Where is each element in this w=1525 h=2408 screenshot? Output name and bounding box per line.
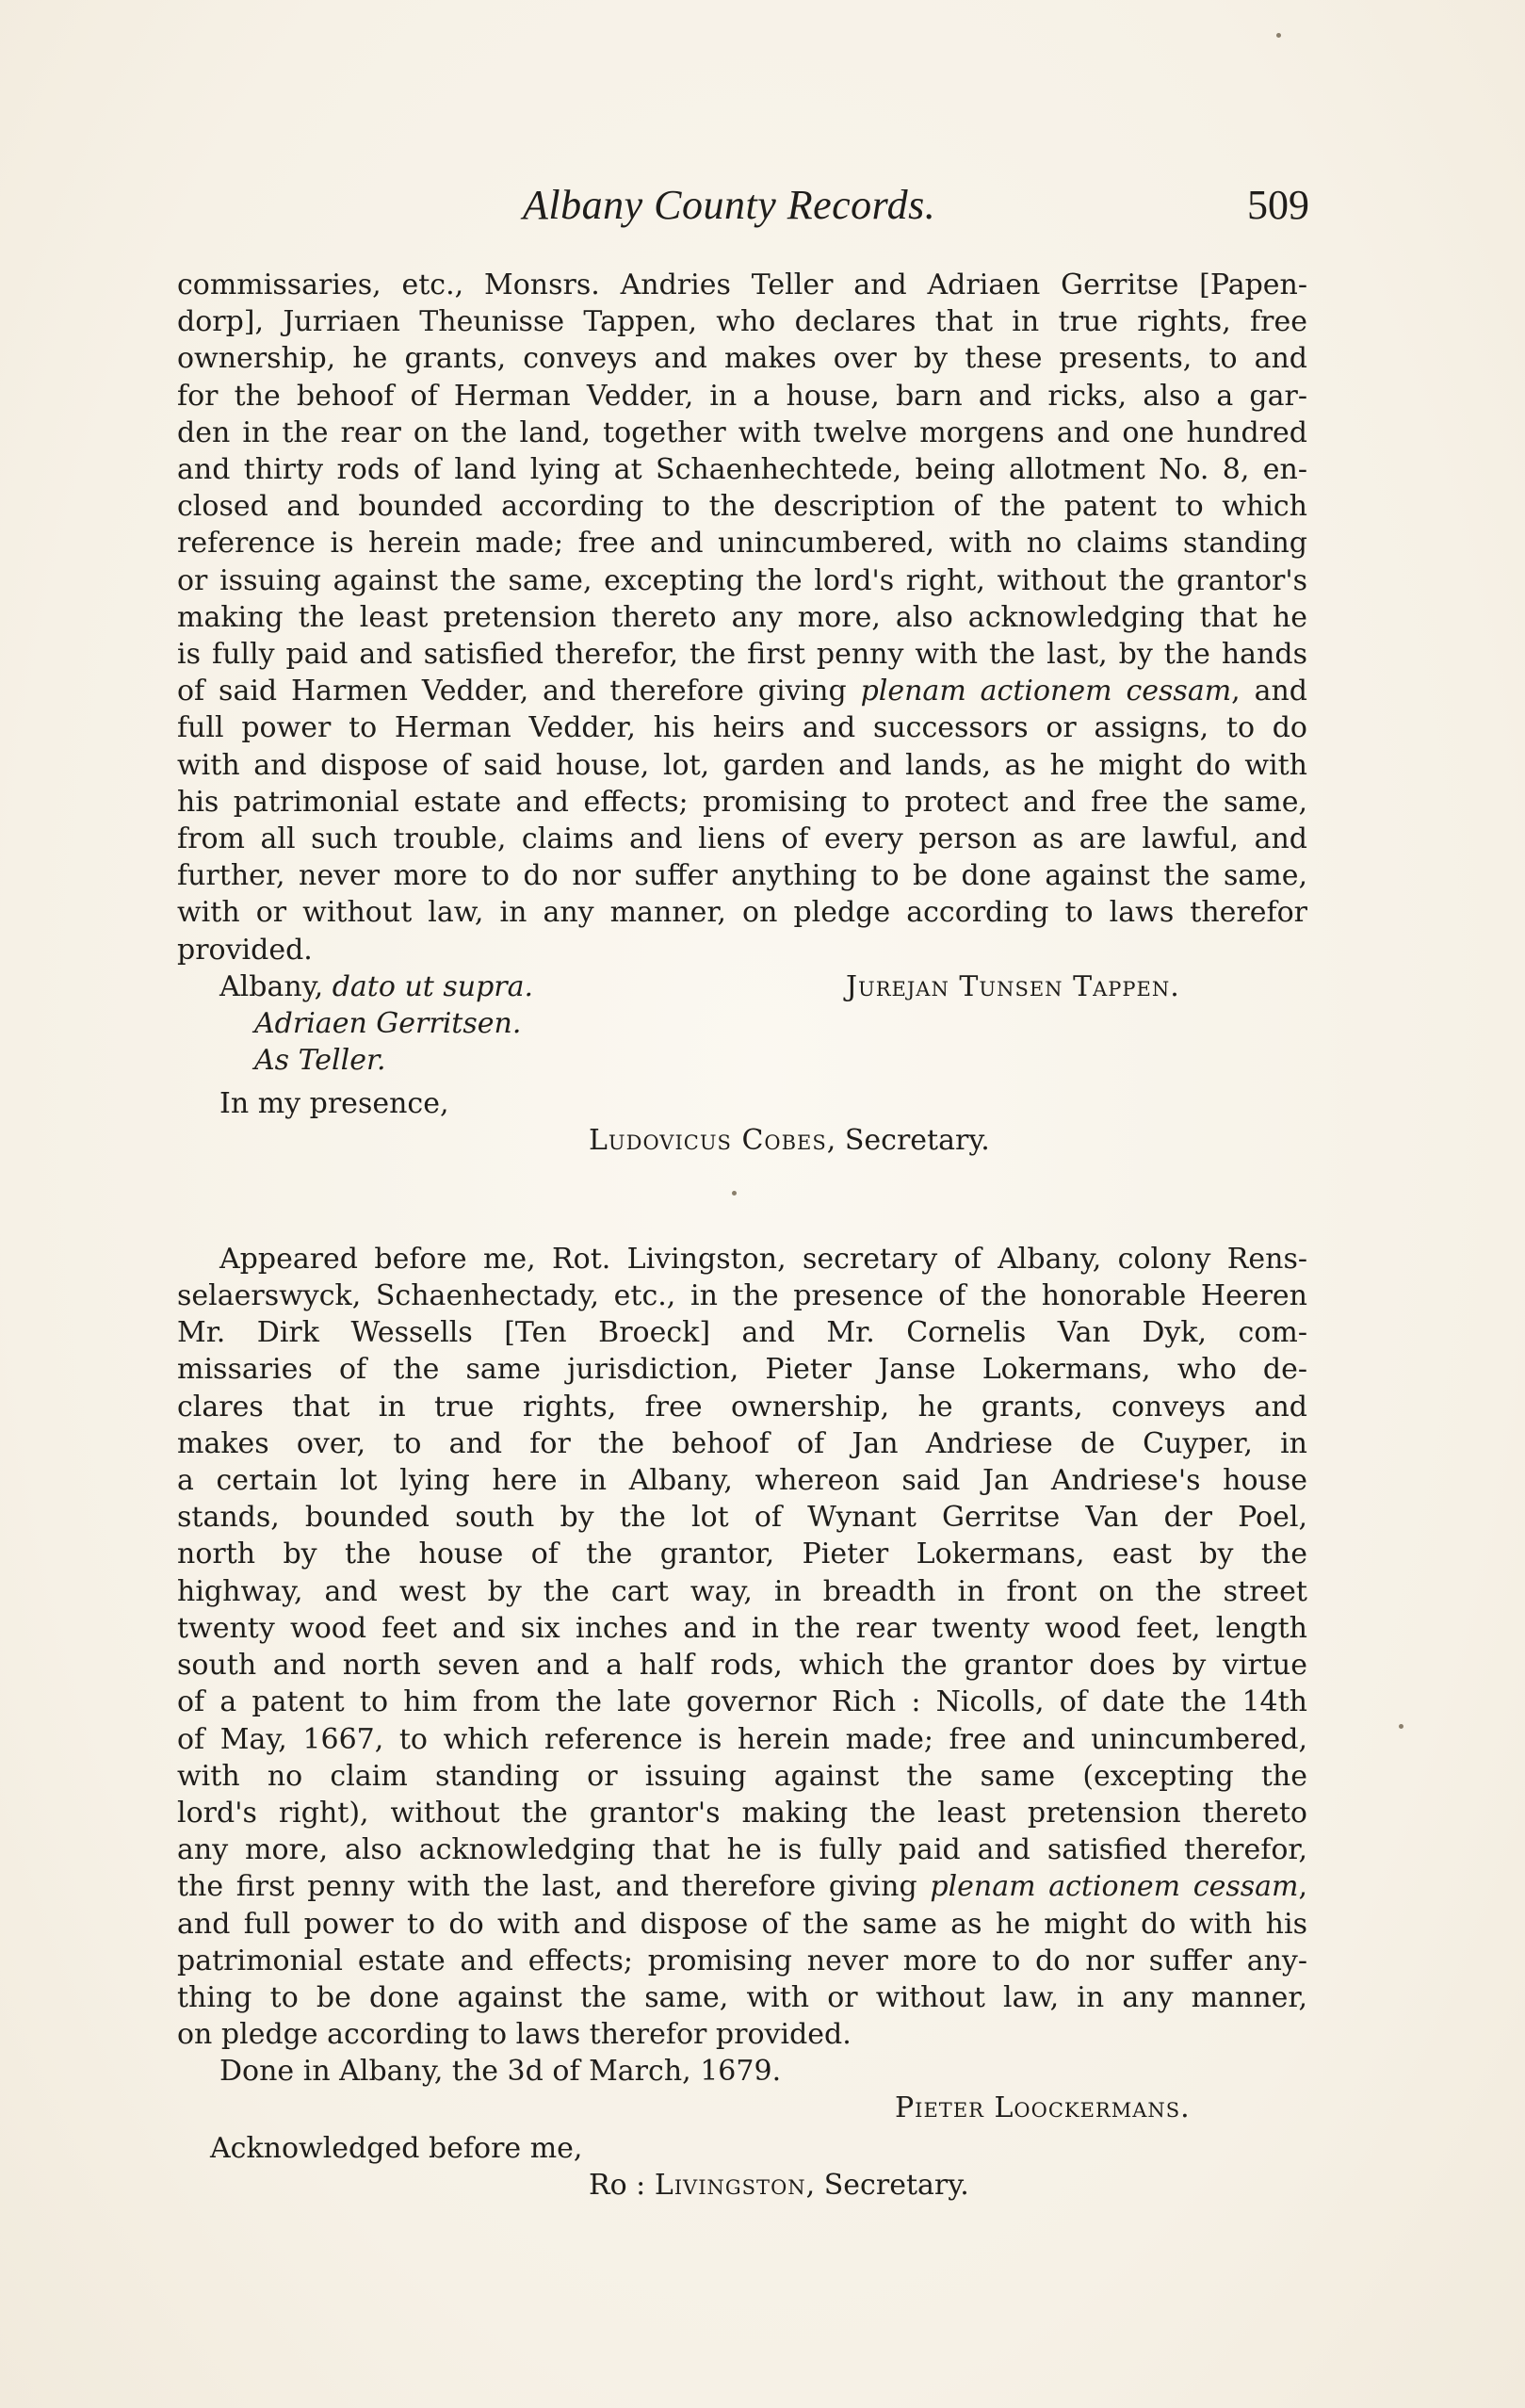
deed-2-paragraph: [177, 1241, 1307, 2053]
text-line: patrimonial estate and effects; promising never more to do nor suffer any-: [177, 1944, 1307, 1977]
witness-signature: Adriaen Gerritsen.: [254, 1006, 522, 1040]
text-line: any more, also acknowledging that he is fully paid and satisfied therefor,: [177, 1833, 1307, 1867]
text-line: highway, and west by the cart way, in breadth in front on the street: [177, 1574, 1307, 1608]
deed-2-signatures: [177, 2053, 1307, 2204]
acknowledged-text: Acknowledged before me,: [210, 2132, 583, 2166]
text-line: with or without law, in any manner, on pledge according to laws therefor: [177, 896, 1307, 930]
text-line: the first penny with the last, and therefore giving plenam actionem cessam,: [177, 1870, 1307, 1904]
text-line: further, never more to do nor suffer anything to be done against the same,: [177, 859, 1307, 893]
text-line: north by the house of the grantor, Pieter Lokermans, east by the: [177, 1538, 1307, 1571]
running-header: [174, 181, 1309, 247]
text-line: reference is herein made; free and unincumbered, with no claims standing: [177, 527, 1307, 561]
text-line: lord's right), without the grantor's making the least pretension thereto: [177, 1796, 1307, 1830]
secretary-signature: Ludovicus Cobes, Secretary.: [589, 1123, 990, 1157]
grantor-signature: Pieter Loockermans.: [895, 2091, 1191, 2125]
text-line: on pledge according to laws therefor provided.: [177, 2018, 852, 2052]
text-line: making the least pretension thereto any more, also acknowledging that he: [177, 600, 1307, 634]
text-line: of a patent to him from the late governor Rich : Nicolls, of date the 14th: [177, 1685, 1307, 1719]
text-line: clares that in true rights, free ownership, he grants, conveys and: [177, 1390, 1307, 1424]
deed-1-signatures: [177, 968, 1307, 1180]
text-line: closed and bounded according to the description of the patent to which: [177, 490, 1307, 524]
text-line: with and dispose of said house, lot, garden and lands, as he might do with: [177, 748, 1307, 782]
text-line: Mr. Dirk Wessells [Ten Broeck] and Mr. Cornelis Van Dyk, com-: [177, 1316, 1307, 1350]
grantor-signature: Jurejan Tunsen Tappen.: [846, 969, 1180, 1003]
presence-text: In my presence,: [219, 1086, 449, 1120]
text-line: twenty wood feet and six inches and in the rear twenty wood feet, length: [177, 1611, 1307, 1645]
witness-signature: As Teller.: [254, 1043, 386, 1077]
text-line: and thirty rods of land lying at Schaenhechtede, being allotment No. 8, en-: [177, 453, 1307, 487]
page-body: [177, 267, 1307, 2204]
text-line: for the behoof of Herman Vedder, in a house, barn and ricks, also a gar-: [177, 379, 1307, 413]
done-line: Done in Albany, the 3d of March, 1679.: [219, 2055, 782, 2089]
text-line: his patrimonial estate and effects; promising to protect and free the same,: [177, 785, 1307, 819]
text-line: ownership, he grants, conveys and makes over by these presents, to and: [177, 342, 1307, 376]
text-line: dorp], Jurriaen Theunisse Tappen, who declares that in true rights, free: [177, 305, 1307, 339]
text-line: selaerswyck, Schaenhectady, etc., in the presence of the honorable Heeren: [177, 1279, 1307, 1313]
text-line: or issuing against the same, excepting the lord's right, without the grantor's: [177, 563, 1307, 597]
text-line: south and north seven and a half rods, which the grantor does by virtue: [177, 1649, 1307, 1683]
paper-speck: [732, 1191, 737, 1196]
place-date-latin: dato ut supra.: [332, 969, 534, 1003]
text-line: missaries of the same jurisdiction, Pieter Janse Lokermans, who de-: [177, 1353, 1307, 1387]
paper-speck: [1276, 33, 1281, 38]
text-line: thing to be done against the same, with or without law, in any manner,: [177, 1980, 1307, 2014]
text-line: and full power to do with and dispose of the same as he might do with his: [177, 1907, 1307, 1941]
text-line: from all such trouble, claims and liens of every person as are lawful, and: [177, 822, 1307, 856]
paper-speck: [1399, 1724, 1403, 1729]
text-line: stands, bounded south by the lot of Wynant Gerritse Van der Poel,: [177, 1501, 1307, 1535]
text-line: a certain lot lying here in Albany, whereon said Jan Andriese's house: [177, 1464, 1307, 1498]
text-line: provided.: [177, 933, 313, 967]
text-line: commissaries, etc., Monsrs. Andries Teller and Adriaen Gerritse [Papen-: [177, 268, 1307, 301]
page-number: 509: [1247, 182, 1309, 228]
text-line: den in the rear on the land, together with twelve morgens and one hundred: [177, 415, 1307, 449]
text-line: Appeared before me, Rot. Livingston, secretary of Albany, colony Rens-: [219, 1242, 1307, 1276]
deed-1-paragraph: [177, 267, 1307, 968]
text-line: of May, 1667, to which reference is herein made; free and unincumbered,: [177, 1722, 1307, 1756]
secretary-signature: Ro : Livingston, Secretary.: [589, 2169, 969, 2203]
deed-1-place-date: Albany, dato ut supra.: [219, 969, 534, 1003]
text-line: with no claim standing or issuing against the same (excepting the: [177, 1759, 1307, 1793]
text-line: is fully paid and satisfied therefor, the first penny with the last, by the hands: [177, 638, 1307, 672]
running-title: Albany County Records.: [523, 182, 936, 228]
section-gap: [177, 1180, 1307, 1241]
text-line: makes over, to and for the behoof of Jan Andriese de Cuyper, in: [177, 1426, 1307, 1460]
text-line: full power to Herman Vedder, his heirs and successors or assigns, to do: [177, 711, 1307, 745]
text-line: of said Harmen Vedder, and therefore giving plenam actionem cessam, and: [177, 675, 1307, 708]
